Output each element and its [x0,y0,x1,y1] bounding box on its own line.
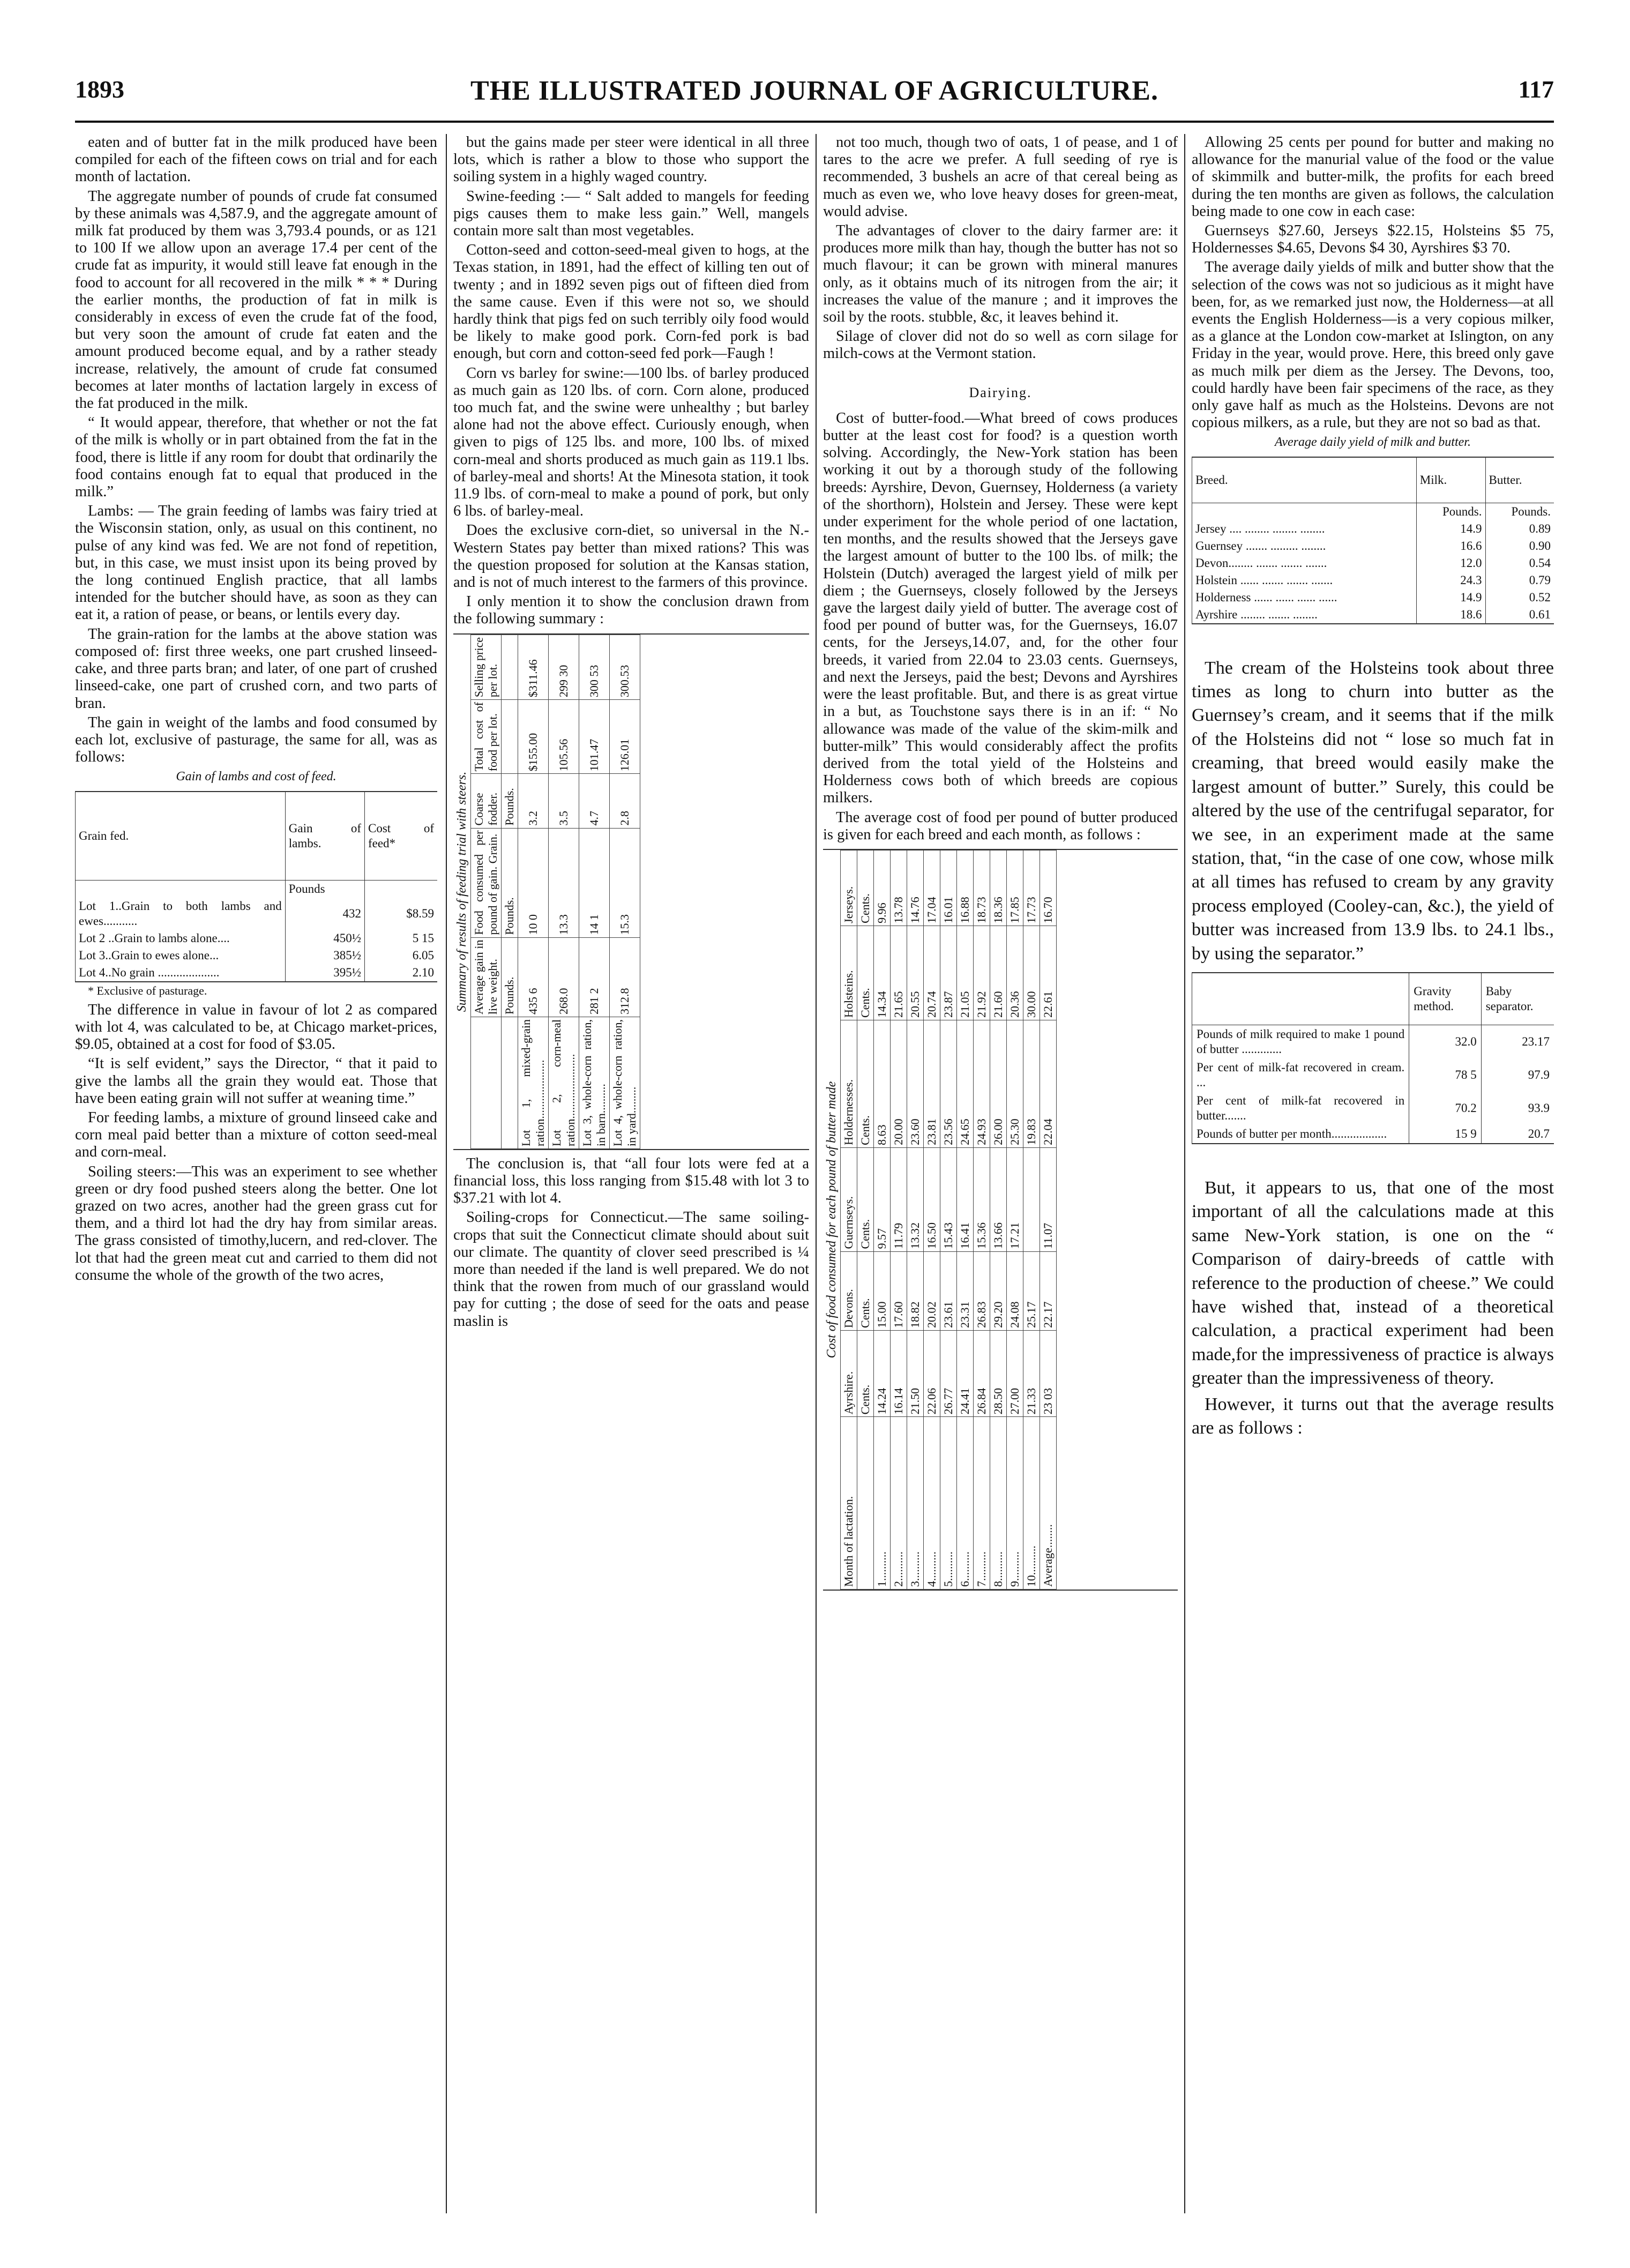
header-year: 1893 [75,76,124,103]
table-header: Average gain in live weight. [471,937,502,1017]
table-cell: 13.78 [891,850,907,926]
column-1 [75,134,437,2213]
table-caption: Gain of lambs and cost of feed. [176,770,337,784]
table-header: Ayrshire. [841,1330,857,1416]
table-row [1192,606,1554,624]
table-row [1040,850,1057,1589]
table-cell: 450½ [285,930,364,947]
table-row [1192,520,1554,538]
table-header: Month of lactation. [841,1417,857,1590]
table-row [1192,589,1554,606]
table-row [974,850,990,1589]
section-heading: Dairying. [969,384,1032,400]
table-cell: Holstein ...... ....... ....... ....... [1192,572,1417,589]
table-cell: 24.93 [974,1020,990,1147]
table-cell: 17.85 [1007,850,1023,926]
table-header: Holsteins. [841,926,857,1020]
page-header [75,75,1554,118]
table-row [907,850,924,1589]
table-cell: 24.41 [957,1330,974,1416]
table-header: Cost of feed* [364,792,437,881]
table-row [1192,1125,1554,1144]
table-cell: 17.60 [891,1251,907,1330]
table-cell: 0.79 [1485,572,1554,589]
table-row [874,850,891,1589]
table-cell: 29.20 [990,1251,1007,1330]
table-cell: 21.33 [1023,1330,1040,1416]
table-cell: 3.2 [518,773,549,827]
table-cell: Pounds of butter per month.................. [1192,1125,1409,1144]
table-cell: 3.......... [907,1417,924,1590]
table-cell: 16.14 [891,1330,907,1416]
table-row [76,930,438,947]
table-cell: 25.17 [1023,1251,1040,1330]
table-cell: Guernsey ....... ......... ........ [1192,538,1417,555]
table-cell: 281 2 [579,937,610,1017]
table-cell: 26.84 [974,1330,990,1416]
table-cell: 23.31 [957,1251,974,1330]
table-header: Total cost of food per lot. [471,699,502,773]
column-divider [1184,134,1185,2213]
table-header: Holdernesses. [841,1020,857,1147]
table-header: Grain fed. [76,792,286,881]
table-row [1007,850,1023,1589]
paragraph: The grain-ration for the lambs at the above station was composed of: first three weeks, one part crushed linseed-cake, and three parts bran; and later, of one part of crushed linseed-cake, one part of crushed corn, and two parts of bran. [75,625,437,712]
table-cell: Lot 4..No grain .................... [76,964,286,982]
table-header: Gravity method. [1409,973,1481,1025]
paragraph: The advantages of clover to the dairy farmer are: it produces more milk than hay, though the butter has not so much flavour; it can be grown with mineral manures only, as it obtains much of its nitrogen from the air; it increases the value of the manure ; and it improves the soil by the roots. stubble, &c, it leaves behind it. [823,222,1178,326]
table-cell: 28.50 [990,1330,1007,1416]
table-cell: 300.53 [610,635,640,699]
table-unit: Pounds. [502,828,518,937]
column-4 [1192,134,1554,2213]
table-row [924,850,940,1589]
table-row [549,635,579,1148]
table-unit: Cents. [857,1020,874,1147]
table-cell: 26.77 [940,1330,957,1416]
table-cell: 385½ [285,947,364,964]
table-cell: 0.52 [1485,589,1554,606]
table-cell: 17.21 [1007,1147,1023,1251]
table-cell: 97.9 [1481,1058,1554,1092]
paragraph: Cotton-seed and cotton-seed-meal given to hogs, at the Texas station, in 1891, had the effect of killing ten out of twenty ; and in 1892 seven pigs out of fifteen died from the same cause. Even if this were not so, we should hardly think that pigs fed on such terribly oily food would be likely to make good pork. Corn-fed pork is bad enough, but corn and cotton-seed fed pork—Faugh ! [453,242,809,362]
paragraph: I only mention it to show the conclusion drawn from the following summary : [453,593,809,628]
table-cell: 21.50 [907,1330,924,1416]
table-cell: 26.83 [974,1251,990,1330]
separator-comparison-table [1192,972,1554,1144]
table-cell: 22.04 [1040,1020,1057,1147]
table-cell: 105.56 [549,699,579,773]
lambs-gain-table [75,791,437,982]
table-cell: 432 [285,898,364,930]
table-cell: 4.......... [924,1417,940,1590]
table-cell: 395½ [285,964,364,982]
butter-cost-table [840,850,1057,1590]
table-cell: 2.8 [610,773,640,827]
table-cell: 13.66 [990,1147,1007,1251]
table-unit: Pounds. [502,773,518,827]
table-cell: 0.61 [1485,606,1554,624]
table-cell: Pounds of milk required to make 1 pound of butter ............. [1192,1025,1409,1058]
table-row [1192,1092,1554,1125]
table-unit: Cents. [857,1147,874,1251]
table-header: Gain of lambs. [285,792,364,881]
table-cell: 10 0 [518,828,549,937]
table-header: Coarse fodder. [471,773,502,827]
table-cell: 435 6 [518,937,549,1017]
table-cell: 3.5 [549,773,579,827]
table-cell: Ayrshire ........ ....... ........ [1192,606,1417,624]
table-unit: Pounds. [502,937,518,1017]
table-unit: Cents. [857,1251,874,1330]
paragraph: “It is self evident,” says the Director, “ that it paid to give the lambs all the grain they would eat. Those that have been eating grain will not suffer at weaning time.” [75,1055,437,1107]
table-cell: 24.08 [1007,1251,1023,1330]
table-cell: 78 5 [1409,1058,1481,1092]
paragraph: Corn vs barley for swine:—100 lbs. of barley produced as much gain as 120 lbs. of corn. Corn alone, produced too much fat, and the swine were unhealthy ; but barley alone had not the above effect. Curiously enough, when given to pigs of 125 lbs. and more, 100 lbs. of mixed corn-meal and shorts produced as much gain as 119.1 lbs. of barley-meal and shorts! At the Minesota station, it took 11.9 lbs. of corn-meal to make a pound of pork, but only 6 lbs. of barley-meal. [453,364,809,520]
paragraph: Does the exclusive corn-diet, so universal in the N.-Western States pay better than mixed rations? This was the question proposed for solution at the Kansas station, and is not of much interest to the farmers of this province. [453,522,809,591]
table-row [1192,538,1554,555]
table-cell: 23.56 [940,1020,957,1147]
table-cell: 7.......... [974,1417,990,1590]
table-cell: 0.90 [1485,538,1554,555]
table-cell: Lot 1..Grain to both lambs and ewes........... [76,898,286,930]
table-cell: 0.89 [1485,520,1554,538]
paragraph: Lambs: — The grain feeding of lambs was fairy tried at the Wisconsin station, only, as usual on this continent, no pulse of any kind was fed. We are not fond of repetition, but, in this case, we must insist upon its being proved by the long continued English practice, that all lambs intended for the butcher should have, as soon as they can eat it, a ration of pease, or beans, or lentils every day. [75,503,437,623]
paragraph: Allowing 25 cents per pound for butter and making no allowance for the manurial value of the food or the value of skimmilk and butter-milk, the profits for each breed during the ten months are given as follows, the calculation being made to one cow in each case: [1192,134,1554,220]
table-header: Selling price per lot. [471,635,502,699]
paragraph: The difference in value in favour of lot 2 as compared with lot 4, was calculated to be, at Chicago market-prices, $9.05, obtained at a cost for food of $3.05. [75,1001,437,1053]
table-cell: 32.0 [1409,1025,1481,1058]
table-cell: Per cent of milk-fat recovered in cream. ... [1192,1058,1409,1092]
column-divider [446,134,447,2213]
paragraph: not too much, though two of oats, 1 of pease, and 1 of tares to the acre we prefer. A full seeding of rye is recommended, 3 bushels an acre of that cereal being as much as even we, who love heavy doses for green-meat, would advise. [823,134,1178,220]
table-cell: 23.17 [1481,1025,1554,1058]
table-cell: 16.41 [957,1147,974,1251]
paragraph: The gain in weight of the lambs and food consumed by each lot, exclusive of pasturage, the same for all, was as follows: [75,714,437,766]
table-cell: 20.74 [924,926,940,1020]
table-cell: 13.3 [549,828,579,937]
table-header: Food consumed per pound of gain. Grain. [471,828,502,937]
table-cell: 26.00 [990,1020,1007,1147]
table-cell: $311.46 [518,635,549,699]
table-cell: Lot 3, whole-corn ration, in barn.......... [579,1017,610,1148]
table-cell: 16.01 [940,850,957,926]
table-row [1192,555,1554,572]
table-cell: 15.43 [940,1147,957,1251]
table-cell: 8.63 [874,1020,891,1147]
table-cell: 20.7 [1481,1125,1554,1144]
table-caption: Summary of results of feeding trial with steers. [455,771,469,1012]
table-cell: Lot 2 ..Grain to lambs alone.... [76,930,286,947]
table-cell: 70.2 [1409,1092,1481,1125]
table-caption: Average daily yield of milk and butter. [1275,435,1471,450]
footnote: * Exclusive of pasturage. [88,983,207,997]
table-cell: 30.00 [1023,926,1040,1020]
table-cell: 12.0 [1416,555,1485,572]
table-cell: 23 03 [1040,1330,1057,1416]
table-cell: 0.54 [1485,555,1554,572]
table-cell: 21.92 [974,926,990,1020]
table-cell: 23.87 [940,926,957,1020]
table-cell [1023,1147,1040,1251]
table-row [76,898,438,930]
table-row [1192,572,1554,589]
table-header [471,1017,502,1148]
butter-cost-table-wrapper [823,849,1178,1591]
table-cell: Holderness ...... ...... ...... ...... [1192,589,1417,606]
table-header: Jerseys. [841,850,857,926]
paragraph: but the gains made per steer were identical in all three lots, which is rather a blow to those who support the soiling system in a highly waged country. [453,134,809,185]
table-cell: 18.36 [990,850,1007,926]
table-cell: Jersey .... ........ ........ ........ [1192,520,1417,538]
table-cell: Devon........ ....... ....... ....... [1192,555,1417,572]
table-cell: 16.70 [1040,850,1057,926]
table-row [957,850,974,1589]
table-unit: Pounds [285,880,364,898]
table-cell: 14.24 [874,1330,891,1416]
table-cell: 8.......... [990,1417,1007,1590]
steers-summary-table-wrapper [453,633,809,1150]
paragraph: Cost of butter-food.—What breed of cows produces butter at the least cost for food? is a question worth solving. Accordingly, the New-York station has been working it out by a thorough study of the following breeds: Ayrshire, Devon, Guernsey, Holderness (a variety of the shorthorn), Holstein and Jersey. These were kept under experiment for the whole period of one lactation, ten months, and the results showed that the Jerseys gave the largest amount of butter to the 100 lbs. of milk; the Holstein (Dutch) averaged the largest yield of milk per diem ; the Guernseys, closely followed by the Jerseys gave the largest daily yield of butter. The average cost of food per pound of butter was, for the Guernseys, 16.07 cents, for the Jerseys,14.07, and, for the other four breeds, it varied from 22.04 to 23.03 cents. Guernseys, and next the Jerseys, paid the best; Devons and Ayrshires were the least profitable. But, and there is as great virtue in a but, as Touchstone says there is in an if: “ No allowance was made of the value of the skim-milk and butter-milk” This would considerably affect the profits derived from the total yield of the Holsteins and Holderness cows both of which breeds are copious milkers. [823,409,1178,807]
table-cell: 2.......... [891,1417,907,1590]
header-rule [75,121,1554,123]
table-header: Baby separator. [1481,973,1554,1025]
table-unit: Pounds. [1416,503,1485,520]
table-cell: Average........ [1040,1417,1057,1590]
table-cell: 14.76 [907,850,924,926]
table-row [610,635,640,1148]
table-cell: Lot 2, corn-meal ration...................... [549,1017,579,1148]
paragraph: Guernseys $27.60, Jerseys $22.15, Holsteins $5 75, Holdernesses $4.65, Devons $4 30, Ayrshires $3 70. [1192,222,1554,257]
table-cell: 20.36 [1007,926,1023,1020]
paragraph: Swine-feeding :— “ Salt added to mangels for feeding pigs causes them to make less gain.” Well, mangels contain more salt than most vegetables. [453,188,809,240]
table-cell: 18.73 [974,850,990,926]
table-cell: 16.88 [957,850,974,926]
table-header: Guernseys. [841,1147,857,1251]
table-row [1192,1025,1554,1058]
table-row [1023,850,1040,1589]
table-header [1192,973,1409,1025]
table-unit: Cents. [857,926,874,1020]
table-cell: 16.50 [924,1147,940,1251]
table-cell: 23.60 [907,1020,924,1147]
paragraph: The aggregate number of pounds of crude fat consumed by these animals was 4,587.9, and the aggregate amount of milk fat produced by them was 3,793.4 pounds, or as 121 to 100 If we allow upon an average 17.4 per cent of the crude fat as impurity, it would still leave fat enough in the food to account for all recovered in the milk * * * During the earlier months, the production of fat in milk is considerably in excess of even the crude fat of the food, but very soon the amount of crude fat eaten and the amount produced become equal, and by a rather steady increase, relatively, the amount of crude fat consumed becomes at later months of lactation largely in excess of the fat produced in the milk. [75,188,437,412]
table-cell: 23.61 [940,1251,957,1330]
paragraph: Soiling steers:—This was an experiment to see whether green or dry food pushed steers along the better. One lot grazed on two acres, another had the green grass cut for them, and a third lot had the dry hay from similar areas. The grass consisted of timothy,lucern, and red-clover. The lot that had the green meat cut and carried to them did not consume the whole of the growth of the two acres, [75,1163,437,1284]
table-unit: Cents. [857,1330,874,1416]
table-cell: 22.61 [1040,926,1057,1020]
table-unit: Cents. [857,850,874,926]
table-cell: 14.34 [874,926,891,1020]
table-cell: 126.01 [610,699,640,773]
table-cell: 18.82 [907,1251,924,1330]
table-header: Butter. [1485,457,1554,503]
daily-yield-table [1192,457,1554,624]
table-cell: 300 53 [579,635,610,699]
paragraph: Silage of clover did not do so well as corn silage for milch-cows at the Vermont station. [823,328,1178,362]
paragraph: “ It would appear, therefore, that whether or not the fat of the milk is wholly or in part obtained from the fat in the food, there is little if any room for doubt that ordinarily the food contains enough fat to equal that produced in the milk.” [75,414,437,501]
paragraph: The average cost of food per pound of butter produced is given for each breed and each month, as follows : [823,809,1178,843]
table-cell: 11.07 [1040,1147,1057,1251]
table-cell: Lot 4, whole-corn ration, in yard......... [610,1017,640,1148]
table-cell: 93.9 [1481,1092,1554,1125]
table-cell: 16.6 [1416,538,1485,555]
table-row [76,964,438,982]
table-cell: 17.73 [1023,850,1040,926]
table-cell: 14.9 [1416,520,1485,538]
column-3 [823,134,1178,2213]
paragraph: But, it appears to us, that one of the most important of all the calculations made at this same New-York station, is one on the “ Comparison of dairy-breeds of cattle with reference to the production of cheese.” We could have wished that, instead of a theoretical calculation, a practical experiment had been made,for the impressiveness of practice is always greater than the impressiveness of theory. [1192,1177,1554,1389]
table-cell: 20.02 [924,1251,940,1330]
table-cell: 15.36 [974,1147,990,1251]
table-cell: 17.04 [924,850,940,926]
paragraph: The cream of the Holsteins took about three times as long to churn into butter as the Guernsey’s cream, and it seems that if the milk of the Holsteins did not “ lose so much fat in creaming, that breed would easily make the largest amount of butter.” Surely, this could be altered by the use of the centrifugal separator, for we see, in an experiment made at the same station, that, “in the case of one cow, whose milk at all times has refused to cream by any gravity process employed (Cooley-can, &c.), the yield of butter was increased from 13.9 lbs. to 24.1 lbs., by using the separator.” [1192,658,1554,964]
table-cell: 299 30 [549,635,579,699]
table-cell: 5.......... [940,1417,957,1590]
table-cell: 268.0 [549,937,579,1017]
table-cell: Lot 3..Grain to ewes alone... [76,947,286,964]
table-cell: 27.00 [1007,1330,1023,1416]
table-cell: $8.59 [364,898,437,930]
paragraph: Soiling-crops for Connecticut.—The same soiling-crops that suit the Connecticut climate should about suit our climate. The quantity of clover seed prescribed is ¼ more than needed if the land is well prepared. We do not think that the rowen from much of our grassland would pay for cutting ; the dose of seed for the oats and pease maslin is [453,1209,809,1330]
table-unit: Pounds. [1485,503,1554,520]
steers-summary-table [470,635,640,1149]
table-header: Milk. [1416,457,1485,503]
table-cell: 14.9 [1416,589,1485,606]
paragraph: However, it turns out that the average results are as follows : [1192,1394,1554,1438]
table-cell: 10.......... [1023,1417,1040,1590]
table-cell: 20.55 [907,926,924,1020]
table-header: Devons. [841,1251,857,1330]
table-cell: Lot 1, mixed-grain ration.................... [518,1017,549,1148]
table-cell: 20.00 [891,1020,907,1147]
table-cell: 18.6 [1416,606,1485,624]
table-cell: 22.17 [1040,1251,1057,1330]
paragraph: The average daily yields of milk and butter show that the selection of the cows was not so judicious as it might have been, for, as we remarked just now, the Holderness—at all events the English Holderness—is a very copious milker, as a glance at the London cow-market at Islington, on any Friday in the year, would prove. Here, this breed only gave as much milk per diem as the Jersey. The Devons, too, could hardly have been fair specimens of the race, as they only gave half as much as the Holsteins. Devons are not copious milkers, as a rule, but they are not so bad as that. [1192,259,1554,431]
table-cell: 6.......... [957,1417,974,1590]
table-cell: 19.83 [1023,1020,1040,1147]
paragraph: The conclusion is, that “all four lots were fed at a financial loss, this loss ranging from $15.48 with lot 3 to $37.21 with lot 4. [453,1155,809,1207]
table-cell: 101.47 [579,699,610,773]
table-cell: 23.81 [924,1020,940,1147]
table-header: Breed. [1192,457,1417,503]
page-number: 117 [1518,76,1554,103]
table-row [891,850,907,1589]
table-cell: 22.06 [924,1330,940,1416]
table-cell: 312.8 [610,937,640,1017]
paragraph: For feeding lambs, a mixture of ground linseed cake and corn meal paid better than a mixture of cotton seed-meal and corn-meal. [75,1109,437,1161]
table-cell: 9.......... [1007,1417,1023,1590]
table-cell: 6.05 [364,947,437,964]
table-caption: Cost of food consumed for each pound of butter made [825,1081,839,1359]
table-row [518,635,549,1148]
column-divider [816,134,817,2213]
table-cell: $155.00 [518,699,549,773]
table-cell: 9.57 [874,1147,891,1251]
table-row [940,850,957,1589]
column-2 [453,134,809,2213]
table-cell: 2.10 [364,964,437,982]
table-cell: 15.3 [610,828,640,937]
table-cell: 24.65 [957,1020,974,1147]
table-cell: 4.7 [579,773,610,827]
table-cell: 13.32 [907,1147,924,1251]
table-cell: 1.......... [874,1417,891,1590]
table-cell: 14 1 [579,828,610,937]
journal-title: THE ILLUSTRATED JOURNAL OF AGRICULTURE. [470,76,1158,106]
table-row [76,947,438,964]
table-cell: 21.60 [990,926,1007,1020]
table-cell: 9.96 [874,850,891,926]
table-row [1192,1058,1554,1092]
paragraph: eaten and of butter fat in the milk produced have been compiled for each of the fifteen cows on trial and for each month of lactation. [75,134,437,185]
table-row [990,850,1007,1589]
table-cell: 15.00 [874,1251,891,1330]
table-cell: 21.65 [891,926,907,1020]
table-cell: 11.79 [891,1147,907,1251]
table-cell: 21.05 [957,926,974,1020]
table-cell: Per cent of milk-fat recovered in butter....... [1192,1092,1409,1125]
table-cell: 24.3 [1416,572,1485,589]
table-row [579,635,610,1148]
table-cell: 5 15 [364,930,437,947]
table-cell: 25.30 [1007,1020,1023,1147]
table-cell: 15 9 [1409,1125,1481,1144]
